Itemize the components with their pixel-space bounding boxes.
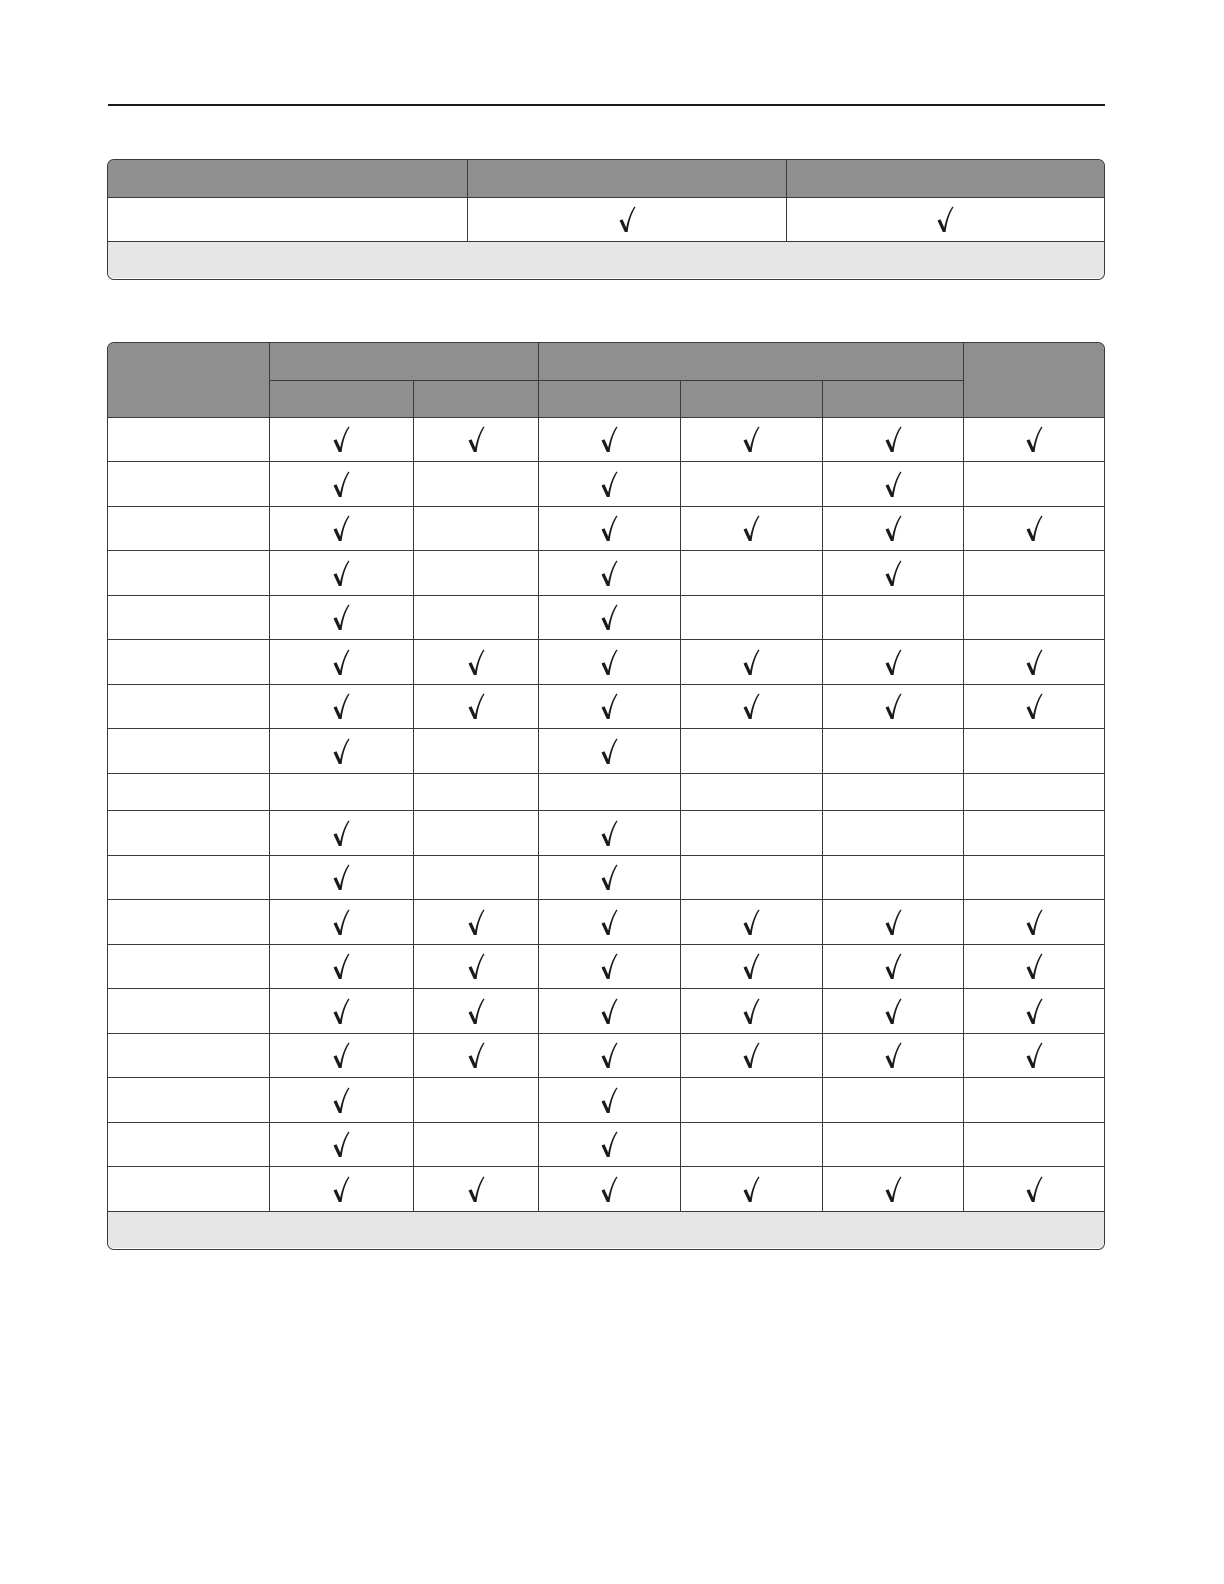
checkmark-icon (1025, 1041, 1043, 1069)
table-cell (680, 1122, 822, 1166)
table-cell (413, 506, 538, 550)
row-label (108, 550, 269, 595)
header-group-cell (269, 343, 538, 380)
table-cell (963, 550, 1104, 595)
checkmark-icon (742, 692, 760, 720)
row-label (108, 810, 269, 855)
table-footnote-row (108, 241, 1104, 278)
row-label (108, 639, 269, 684)
table-header-row (108, 343, 1104, 380)
table-row (108, 944, 1104, 988)
table-cell (269, 550, 413, 595)
table-cell (963, 1033, 1104, 1077)
table-cell (269, 810, 413, 855)
table-cell (822, 728, 963, 773)
checkmark-icon (332, 1175, 350, 1203)
table-footnote (108, 1211, 1104, 1248)
row-label (108, 855, 269, 899)
table-cell (269, 1122, 413, 1166)
row-label (108, 728, 269, 773)
subheader-cell (269, 380, 413, 417)
table-cell (963, 728, 1104, 773)
checkmark-icon (332, 1130, 350, 1158)
checkmark-icon (600, 603, 618, 631)
table-cell (269, 684, 413, 728)
table-row (108, 461, 1104, 506)
table-cell (413, 417, 538, 461)
table-cell (269, 595, 413, 639)
checkmark-icon (742, 514, 760, 542)
table-cell (822, 944, 963, 988)
checkmark-icon (884, 425, 902, 453)
table-cell (413, 899, 538, 944)
table-row (108, 595, 1104, 639)
table-cell (680, 595, 822, 639)
table-cell (538, 684, 680, 728)
table-cell (269, 1077, 413, 1122)
table-cell (680, 506, 822, 550)
checkmark-icon (1025, 1175, 1043, 1203)
checkmark-icon (884, 997, 902, 1025)
checkmark-icon (742, 1175, 760, 1203)
checkmark-icon (742, 908, 760, 936)
table-cell (538, 728, 680, 773)
table-cell (680, 684, 822, 728)
compatibility-table-2 (107, 342, 1105, 1250)
table-cell (269, 1166, 413, 1211)
table-cell (963, 899, 1104, 944)
checkmark-icon (1025, 952, 1043, 980)
checkmark-icon (332, 514, 350, 542)
checkmark-icon (332, 603, 350, 631)
checkmark-icon (467, 425, 485, 453)
header-cell (108, 160, 467, 197)
table-cell (822, 855, 963, 899)
table-cell (680, 1033, 822, 1077)
checkmark-icon (600, 1130, 618, 1158)
table-cell (269, 899, 413, 944)
checkmark-icon (600, 648, 618, 676)
checkmark-icon (332, 952, 350, 980)
row-label (108, 899, 269, 944)
checkmark-icon (618, 205, 636, 233)
table-cell (413, 728, 538, 773)
checkmark-icon (467, 997, 485, 1025)
table-cell (269, 773, 413, 810)
table-cell (538, 810, 680, 855)
checkmark-icon (332, 737, 350, 765)
checkmark-icon (742, 997, 760, 1025)
table-cell (822, 1077, 963, 1122)
table-row (108, 1033, 1104, 1077)
checkmark-icon (332, 819, 350, 847)
table-cell (822, 988, 963, 1033)
subheader-cell (680, 380, 822, 417)
checkmark-icon (600, 819, 618, 847)
checkmark-icon (1025, 425, 1043, 453)
header-cell (467, 160, 786, 197)
checkmark-icon (742, 425, 760, 453)
table-cell (413, 639, 538, 684)
checkmark-icon (936, 205, 954, 233)
table-cell (269, 461, 413, 506)
checkmark-icon (332, 559, 350, 587)
table-row (108, 550, 1104, 595)
table-cell (538, 550, 680, 595)
checkmark-icon (332, 648, 350, 676)
table-row (108, 855, 1104, 899)
table-cell (963, 988, 1104, 1033)
row-label (108, 417, 269, 461)
table-cell (269, 417, 413, 461)
table-cell (963, 639, 1104, 684)
table-cell (413, 684, 538, 728)
subheader-cell (822, 380, 963, 417)
checkmark-icon (600, 514, 618, 542)
table-cell (413, 810, 538, 855)
table-cell (269, 506, 413, 550)
table-cell (822, 684, 963, 728)
checkmark-icon (600, 1086, 618, 1114)
compatibility-table-1 (107, 159, 1105, 280)
table-cell (822, 417, 963, 461)
checkmark-icon (332, 908, 350, 936)
checkmark-icon (600, 737, 618, 765)
checkmark-icon (884, 1175, 902, 1203)
table-cell (413, 855, 538, 899)
checkmark-icon (884, 692, 902, 720)
table-cell (963, 810, 1104, 855)
table-cell (538, 944, 680, 988)
checkmark-icon (332, 425, 350, 453)
checkmark-icon (884, 470, 902, 498)
table-cell (822, 595, 963, 639)
table-cell (269, 639, 413, 684)
header-cell (108, 343, 269, 417)
checkmark-icon (884, 1041, 902, 1069)
checkmark-icon (467, 1175, 485, 1203)
checkmark-icon (884, 908, 902, 936)
table-cell (538, 1033, 680, 1077)
table-cell (680, 1166, 822, 1211)
checkmark-icon (884, 648, 902, 676)
table-cell (680, 728, 822, 773)
checkmark-icon (742, 952, 760, 980)
table-cell (269, 944, 413, 988)
checkmark-icon (332, 470, 350, 498)
table-cell (963, 1166, 1104, 1211)
checkmark-icon (1025, 908, 1043, 936)
table-cell (680, 1077, 822, 1122)
subheader-cell (538, 380, 680, 417)
table-cell (822, 639, 963, 684)
checkmark-icon (884, 514, 902, 542)
row-label (108, 684, 269, 728)
row-label (108, 1033, 269, 1077)
table-cell (413, 773, 538, 810)
checkmark-icon (467, 1041, 485, 1069)
table-cell (822, 1122, 963, 1166)
table-cell (680, 550, 822, 595)
table-cell (413, 550, 538, 595)
table-cell (413, 1077, 538, 1122)
table-cell (786, 197, 1104, 241)
row-label (108, 773, 269, 810)
table-cell (538, 595, 680, 639)
table-cell (538, 899, 680, 944)
table-footnote-row (108, 1211, 1104, 1248)
table-cell (680, 639, 822, 684)
table-cell (680, 773, 822, 810)
table-cell (538, 639, 680, 684)
header-group-cell (538, 343, 963, 380)
table-row (108, 1122, 1104, 1166)
table-cell (963, 944, 1104, 988)
top-rule (108, 104, 1105, 106)
row-label (108, 461, 269, 506)
checkmark-icon (600, 863, 618, 891)
checkmark-icon (1025, 648, 1043, 676)
checkmark-icon (600, 1041, 618, 1069)
table-cell (963, 773, 1104, 810)
table-cell (538, 1077, 680, 1122)
table-cell (269, 855, 413, 899)
table-cell (269, 1033, 413, 1077)
table-cell (538, 1166, 680, 1211)
row-label (108, 197, 467, 241)
table-cell (963, 417, 1104, 461)
table-cell (538, 773, 680, 810)
table-footnote (108, 241, 1104, 278)
subheader-cell (413, 380, 538, 417)
table-cell (963, 461, 1104, 506)
checkmark-icon (742, 1041, 760, 1069)
table-cell (413, 595, 538, 639)
table-cell (822, 506, 963, 550)
table-cell (680, 417, 822, 461)
row-label (108, 506, 269, 550)
table-cell (413, 1122, 538, 1166)
checkmark-icon (600, 692, 618, 720)
table-cell (269, 988, 413, 1033)
table-cell (413, 944, 538, 988)
table-row (108, 197, 1104, 241)
checkmark-icon (600, 997, 618, 1025)
row-label (108, 1077, 269, 1122)
table-cell (822, 1166, 963, 1211)
table-row (108, 684, 1104, 728)
table-cell (538, 988, 680, 1033)
checkmark-icon (467, 692, 485, 720)
table-cell (963, 855, 1104, 899)
checkmark-icon (884, 952, 902, 980)
checkmark-icon (467, 952, 485, 980)
checkmark-icon (1025, 692, 1043, 720)
checkmark-icon (600, 952, 618, 980)
table-cell (963, 1122, 1104, 1166)
table-header-row (108, 160, 1104, 197)
table-cell (467, 197, 786, 241)
table-cell (538, 855, 680, 899)
table-cell (680, 855, 822, 899)
checkmark-icon (600, 425, 618, 453)
table-row (108, 417, 1104, 461)
table-cell (963, 595, 1104, 639)
table-row (108, 1166, 1104, 1211)
row-label (108, 595, 269, 639)
row-label (108, 944, 269, 988)
table-row (108, 728, 1104, 773)
table-cell (963, 506, 1104, 550)
checkmark-icon (332, 692, 350, 720)
checkmark-icon (742, 648, 760, 676)
row-label (108, 988, 269, 1033)
table-cell (822, 773, 963, 810)
table-cell (680, 810, 822, 855)
checkmark-icon (332, 863, 350, 891)
table-cell (822, 461, 963, 506)
table-cell (822, 550, 963, 595)
table-cell (538, 506, 680, 550)
table-row (108, 810, 1104, 855)
table-cell (413, 1166, 538, 1211)
table-cell (538, 461, 680, 506)
table-cell (822, 899, 963, 944)
table-row (108, 506, 1104, 550)
table-cell (538, 1122, 680, 1166)
checkmark-icon (600, 559, 618, 587)
table-row (108, 639, 1104, 684)
table-cell (413, 461, 538, 506)
checkmark-icon (600, 1175, 618, 1203)
checkmark-icon (467, 648, 485, 676)
checkmark-icon (332, 1041, 350, 1069)
checkmark-icon (1025, 997, 1043, 1025)
checkmark-icon (600, 908, 618, 936)
table-cell (413, 988, 538, 1033)
header-cell (963, 343, 1104, 417)
table-cell (963, 1077, 1104, 1122)
table-row (108, 988, 1104, 1033)
header-cell (786, 160, 1104, 197)
checkmark-icon (600, 470, 618, 498)
table-cell (680, 899, 822, 944)
table-cell (680, 461, 822, 506)
table-row (108, 1077, 1104, 1122)
table-cell (822, 810, 963, 855)
table-cell (538, 417, 680, 461)
checkmark-icon (467, 908, 485, 936)
table-cell (822, 1033, 963, 1077)
table-cell (269, 728, 413, 773)
checkmark-icon (332, 997, 350, 1025)
checkmark-icon (884, 559, 902, 587)
table-row (108, 899, 1104, 944)
table-cell (413, 1033, 538, 1077)
table-row (108, 773, 1104, 810)
checkmark-icon (1025, 514, 1043, 542)
row-label (108, 1122, 269, 1166)
row-label (108, 1166, 269, 1211)
table-cell (680, 944, 822, 988)
table-cell (963, 684, 1104, 728)
checkmark-icon (332, 1086, 350, 1114)
table-cell (680, 988, 822, 1033)
